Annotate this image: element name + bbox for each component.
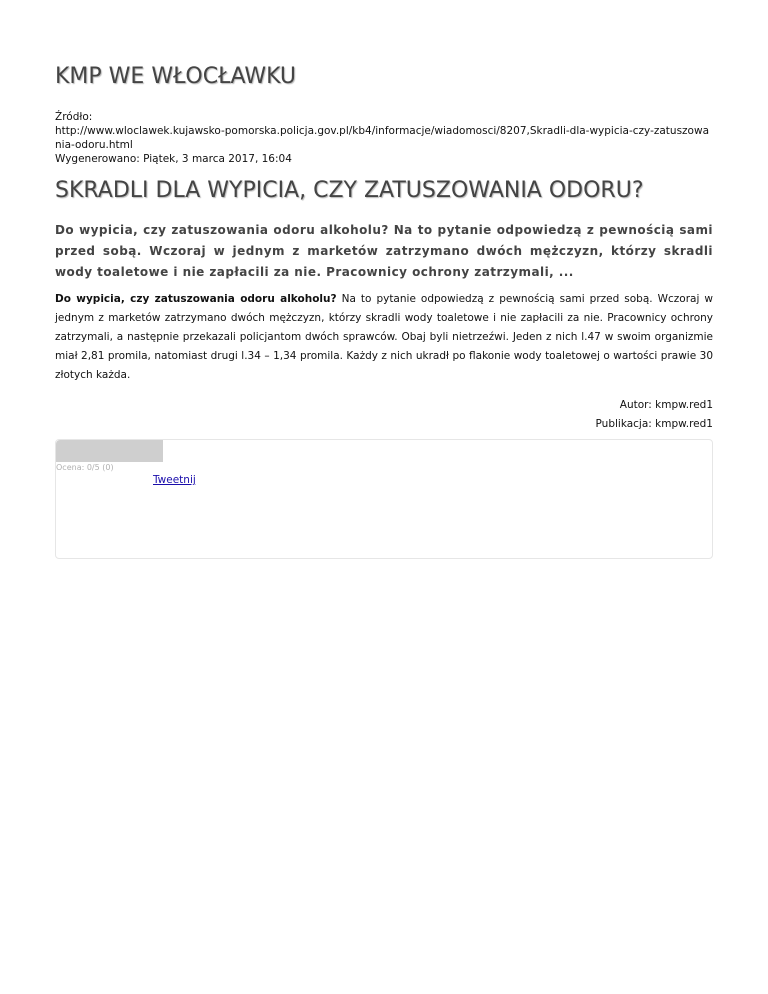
source-url-line1: http://www.wloclawek.kujawsko-pomorska.policja.gov.pl/kb4/informacje/wiadomosci/8207,Skradli-dla-wypicia-czy-zatuszowa (55, 125, 709, 137)
article-credits (55, 396, 713, 434)
article-body-text: Na to pytanie odpowiedzą z pewnością sami przed sobą. Wczoraj w jednym z marketów zatrzymano dwóch mężczyzn, którzy skradli wody toaletowe i nie zapłacili za nie. Pracownicy ochrony zatrzymali, a następnie przekazali policjantom dwóch sprawców. Obaj byli nietrzeźwi. Jeden z nich l.47 w swoim organizmie miał 2,81 promila, natomiast drugi l.34 – 1,34 promila. Każdy z nich ukradł po flakonie wody toaletowej o wartości prawie 30 złotych każda. (55, 293, 713, 381)
generated-date: Wygenerowano: Piątek, 3 marca 2017, 16:04 (55, 153, 292, 165)
source-url-line2: nia-odoru.html (55, 139, 133, 151)
social-box (55, 439, 713, 559)
article-title: SKRADLI DLA WYPICIA, CZY ZATUSZOWANIA ODORU? (55, 178, 644, 203)
tweet-link[interactable]: Tweetnij (153, 474, 196, 486)
source-label: Źródło: (55, 111, 93, 123)
article-lead: Do wypicia, czy zatuszowania odoru alkoholu? Na to pytanie odpowiedzą z pewnością sami przed sobą. Wczoraj w jednym z marketów zatrzymano dwóch mężczyzn, którzy skradli wody toaletowe i nie zapłacili za nie. Pracownicy ochrony zatrzymali, ... (55, 223, 713, 279)
author-line: Autor: kmpw.red1 (619, 399, 713, 411)
article-body-bold: Do wypicia, czy zatuszowania odoru alkoholu? (55, 293, 337, 305)
rating-text: Ocena: 0/5 (0) (56, 463, 114, 472)
print-page (55, 0, 713, 486)
source-url (55, 124, 713, 152)
publication-line: Publikacja: kmpw.red1 (595, 418, 713, 430)
site-title: KMP WE WŁOCŁAWKU (55, 64, 297, 89)
source-meta (55, 110, 713, 166)
article-body (55, 290, 713, 385)
rating-stars[interactable] (56, 440, 163, 462)
